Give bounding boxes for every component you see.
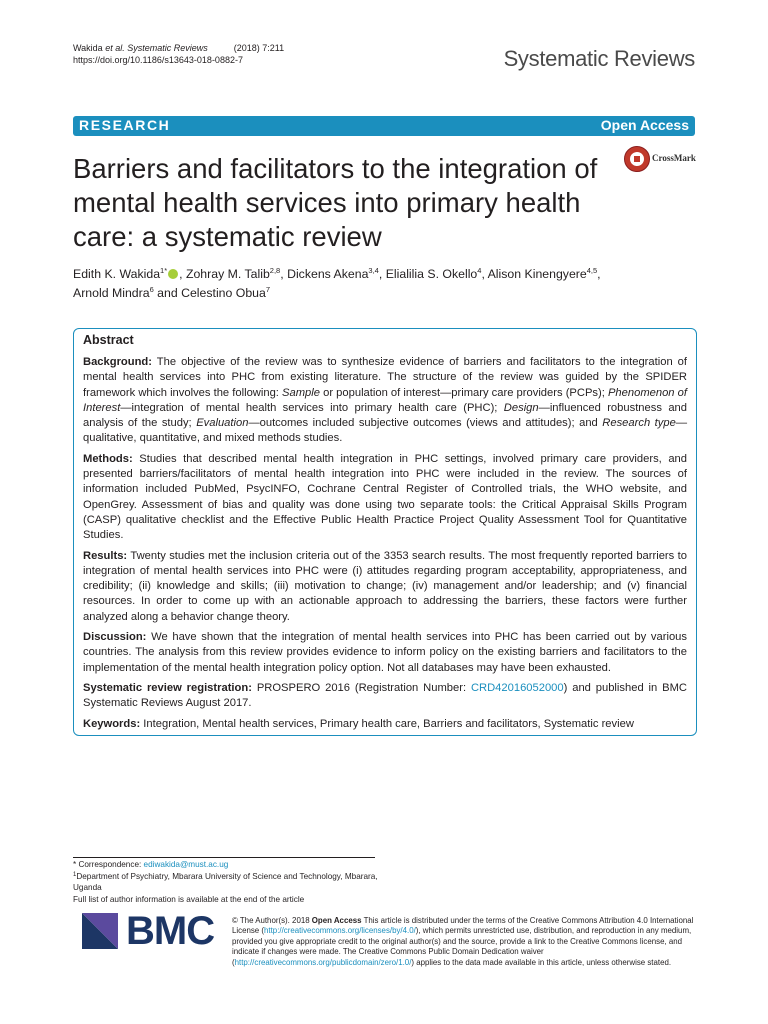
results-label: Results: (83, 549, 128, 562)
background-text: —integration of mental health services into primary health care (PHC); (120, 401, 504, 414)
author-name: Arnold Mindra (73, 286, 150, 300)
author-affiliation: 1* (160, 266, 168, 275)
background-text: —qualitative, quantitative, and mixed methods studies. (83, 417, 688, 445)
background-label: Background: (83, 356, 152, 368)
background-text: —influenced robustness and analysis of the study; (83, 401, 687, 430)
article-type-banner (73, 116, 695, 136)
keywords-text: Integration, Mental health services, Primary health care, Barriers and facilitators, Systematic review (140, 717, 634, 730)
keywords-label: Keywords: (83, 717, 141, 730)
article-type-label: RESEARCH (79, 117, 171, 133)
license-open-access: Open Access (311, 916, 362, 925)
license-link-cc-zero[interactable]: http://creativecommons.org/publicdomain/zero/1.0/ (234, 957, 412, 967)
abstract-heading: Abstract (83, 333, 134, 347)
background-text: —outcomes included subjective outcomes (views and attitudes); and (248, 417, 603, 430)
discussion-text: We have shown that the integration of mental health services into PHC has been carried out by various countries. The analysis from this review provides evidence to inform policy on the existing barriers and facilitators to the implementation of the mental health integration policy option. Not all databases may have been exhausted. (83, 631, 687, 674)
background-term: Sample (282, 386, 320, 399)
registration-label: Systematic review registration: (83, 681, 252, 694)
citation-etal: et al. Systematic Reviews (105, 43, 208, 53)
abstract-keywords (83, 717, 687, 732)
correspondence-email[interactable]: ediwakida@must.ac.ug (143, 860, 229, 869)
author-affiliation: 3,4 (368, 266, 379, 275)
doi-link[interactable]: https://doi.org/10.1186/s13643-018-0882-7 (73, 55, 243, 65)
orcid-icon[interactable] (168, 269, 178, 279)
methods-label: Methods: (83, 452, 133, 465)
crossmark-badge[interactable] (624, 146, 702, 172)
author-name: Edith K. Wakida (73, 267, 161, 281)
full-author-info-note: Full list of author information is available at the end of the article (73, 894, 305, 904)
author-affiliation: 6 (149, 285, 154, 294)
bmc-logo (82, 909, 218, 953)
license-link-cc-by[interactable]: http://creativecommons.org/licenses/by/4.0/ (264, 926, 416, 936)
author-name: , Alison Kinengyere (481, 267, 587, 281)
running-header-citation (73, 42, 284, 66)
affiliation (73, 871, 383, 894)
correspondence-label: * Correspondence: (73, 860, 144, 869)
abstract-results (83, 549, 687, 625)
license-text: This article is distributed under the terms of the Creative Commons Attribution 4.0 International License ( (232, 916, 694, 936)
author-list (73, 265, 693, 303)
author-name: , Dickens Akena (280, 267, 369, 281)
registration-text: PROSPERO 2016 (Registration Number: (251, 681, 471, 694)
background-term: Research type (602, 417, 676, 430)
registration-text: ) and published in BMC Systematic Reviews August 2017. (83, 681, 687, 710)
abstract-discussion (83, 630, 687, 676)
footnotes (73, 859, 383, 905)
bmc-logo-mark-icon (82, 913, 118, 949)
citation-author: Wakida (73, 43, 103, 53)
author-name: and Celestino Obua (153, 286, 266, 300)
license-text: © The Author(s). 2018 (232, 916, 312, 925)
license-text: ) applies to the data made available in this article, unless otherwise stated. (411, 957, 672, 967)
registration-link[interactable]: CRD42016052000 (470, 681, 564, 694)
crossmark-icon (624, 146, 650, 172)
author-affiliation: 4,5 (586, 266, 598, 275)
results-text: Twenty studies met the inclusion criteria out of the 3353 search results. The most frequently reported barriers to integration of mental health services into PHC were (i) attitudes regarding program acceptability, appropriateness, and credibility; (ii) knowledge and skills; (iii) motivation to change; (iv) management and/or leadership; and (v) financial resources. In order to come up with an actionable approach to addressing the barriers, these factors were further analyzed along a behavior change theory. (83, 549, 687, 623)
footnote-divider (73, 857, 375, 858)
author-affiliation: 4 (477, 266, 482, 275)
background-text: or population of interest—primary care providers (PCPs); (319, 386, 608, 399)
author-affiliation: 2,8 (269, 266, 281, 275)
affiliation-text: Department of Psychiatry, Mbarara University of Science and Technology, Mbarara, Uganda (73, 871, 378, 892)
crossmark-label: CrossMark (652, 153, 696, 163)
open-access-label: Open Access (600, 117, 689, 133)
license-statement (232, 916, 694, 968)
author-affiliation: 7 (265, 285, 271, 294)
abstract-background (83, 355, 687, 447)
correspondence (73, 859, 383, 871)
abstract-box (73, 328, 697, 736)
author-name: , Elialilia S. Okello (378, 267, 478, 281)
license-text: ), which permits unrestricted use, distribution, and reproduction in any medium, provided you give appropriate credit to the original author(s) and the source, provide a link to the Creative Commons license, and indicate if changes were made. The Creative Commons Public Domain Dedication waiver ( (232, 926, 692, 967)
background-term: Design (503, 401, 539, 414)
abstract-methods (83, 452, 687, 544)
abstract-registration (83, 681, 687, 712)
bmc-logo-text: BMC (126, 909, 215, 953)
background-term: Phenomenon of Interest (83, 386, 687, 414)
article-title: Barriers and facilitators to the integration of mental health services into primary health care: a systematic review (73, 153, 598, 252)
background-text: The objective of the review was to synthesize evidence of barriers and facilitators to the integration of mental health services into PHC from existing literature. The structure of the review was guided by the SPIDER framework which involves the following: (83, 356, 687, 399)
journal-name: Systematic Reviews (503, 46, 695, 71)
affiliation-number: 1 (73, 871, 77, 878)
author-name: , Zohray M. Talib (179, 267, 270, 281)
discussion-label: Discussion: (83, 631, 147, 644)
citation-line (73, 42, 284, 54)
methods-text: Studies that described mental health integration in PHC settings, involved primary care providers, and presented barriers/facilitators of mental health integration into PHC were included in the review. The sources of information included PubMed, PsycINFO, Cochrane Central Register of Controlled trials, the WHO website, and OpenGrey. Assessment of bias and quality was done using two separate tools: the Critical Appraisal Skills Program (CASP) qualitative checklist and the Effective Public Health Practice Project Quality Assessment Tool for Quantitative Studies. (83, 452, 687, 542)
background-term: Evaluation (196, 417, 249, 430)
citation-issue: (2018) 7:211 (233, 43, 285, 53)
author-separator: , (597, 267, 601, 281)
